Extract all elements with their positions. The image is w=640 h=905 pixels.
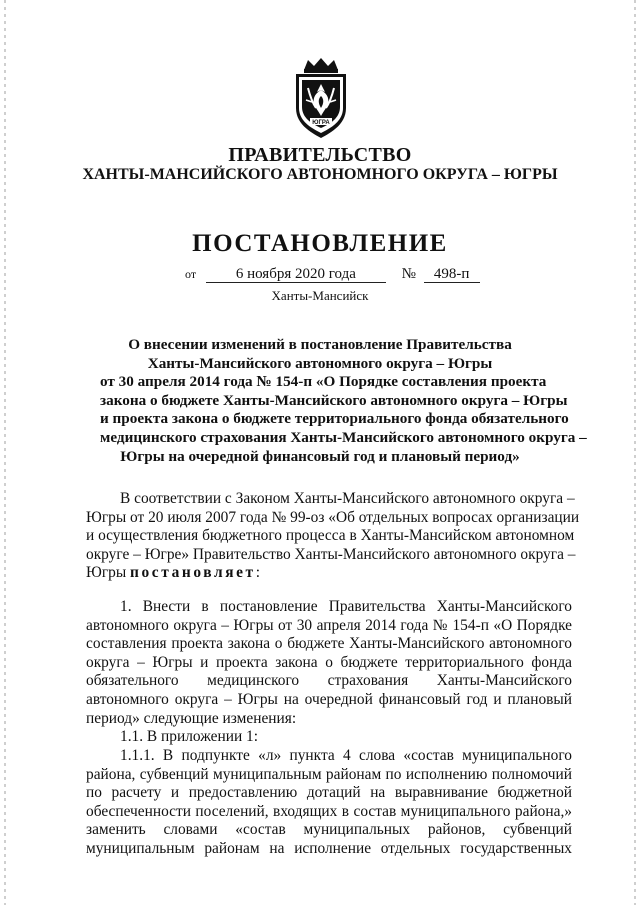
region-title: ХАНТЫ-МАНСИЙСКОГО АВТОНОМНОГО ОКРУГА – ЮГРЫ	[82, 166, 558, 183]
text-line: обеспеченности поселений, входящих в состав муниципального района,»	[86, 802, 572, 820]
text-line: обязательного медицинского страхования Ханты-Мансийского	[86, 672, 572, 690]
document-title	[100, 336, 587, 466]
text-line: района, субвенций муниципальным районам по исполнению полномочий	[86, 765, 572, 783]
text-line: заменить словами «состав муниципальных районов, субвенций	[86, 821, 572, 839]
date-number-line	[185, 266, 480, 283]
number-prefix: №	[401, 266, 416, 282]
document-date: 6 ноября 2020 года	[206, 267, 386, 283]
text-line: составления проекта закона о бюджете Ханты-Мансийского автономного	[86, 635, 572, 653]
city-name: Ханты-Мансийск	[271, 288, 369, 303]
text-line: автономного округа – Югры от 30 апреля 2014 года № 154-п «О Порядке	[86, 616, 572, 634]
text-line: В соответствии с Законом Ханты-Мансийского автономного округа –	[120, 490, 575, 507]
coat-of-arms-icon	[288, 56, 354, 140]
emblem-label: ЮГРА	[312, 120, 330, 126]
text-line: округе – Югре» Правительство Ханты-Мансийского автономного округа –	[86, 545, 576, 563]
clause-1-paragraph	[86, 598, 572, 747]
title-line: закона о бюджете Ханты-Мансийского автономного округа – Югры	[100, 391, 568, 409]
text-line	[86, 564, 572, 583]
text-line: 1.1.1. В подпункте «л» пункта 4 слова «состав муниципального	[120, 747, 572, 764]
title-line: О внесении изменений в постановление Правительства	[128, 336, 512, 353]
text-line: и осуществления бюджетного процесса в Ханты-Мансийском автономном	[86, 527, 575, 545]
clause-1-1: 1.1. В приложении 1:	[120, 728, 258, 746]
text-line: округа – Югры и проекта закона о бюджете территориального фонда	[86, 653, 572, 671]
text-fragment: Югры	[86, 564, 127, 582]
title-line: Ханты-Мансийского автономного округа – Югры	[147, 354, 493, 372]
text-line: муниципальным районам на исполнение отдельных государственных	[86, 839, 572, 857]
document-number: 498-п	[424, 267, 480, 283]
scan-edge-right	[634, 0, 636, 905]
title-line: медицинского страхования Ханты-Мансийского автономного округа –	[100, 428, 587, 446]
scan-edge-left	[4, 0, 6, 905]
title-line: и проекта закона о бюджете территориального фонда обязательного	[100, 410, 569, 428]
text-line: автономного округа – Югры на очередной финансовый год и плановый	[86, 690, 572, 708]
coat-of-arms-emblem	[288, 56, 354, 140]
text-line: Югры от 20 июля 2007 года № 99-оз «Об отдельных вопросах организации	[86, 508, 580, 526]
document-type: ПОСТАНОВЛЕНИЕ	[192, 230, 448, 257]
text-line: по расчету и предоставлению дотаций на выравнивание бюджетной	[86, 784, 572, 802]
text-fragment: :	[255, 564, 260, 582]
government-title: ПРАВИТЕЛЬСТВО	[228, 144, 412, 166]
text-line: 1. Внести в постановление Правительства Ханты-Мансийского	[120, 598, 572, 615]
resolution-word: постановляет	[130, 564, 256, 582]
text-line: период» следующие изменения:	[86, 709, 297, 727]
preamble-paragraph	[86, 490, 580, 583]
clause-1-1-1-paragraph	[86, 747, 572, 859]
title-line: Югры на очередной финансовый год и плановый период»	[120, 447, 520, 465]
title-line: от 30 апреля 2014 года № 154-п «О Порядке составления проекта	[100, 373, 547, 391]
date-prefix: от	[185, 267, 197, 281]
